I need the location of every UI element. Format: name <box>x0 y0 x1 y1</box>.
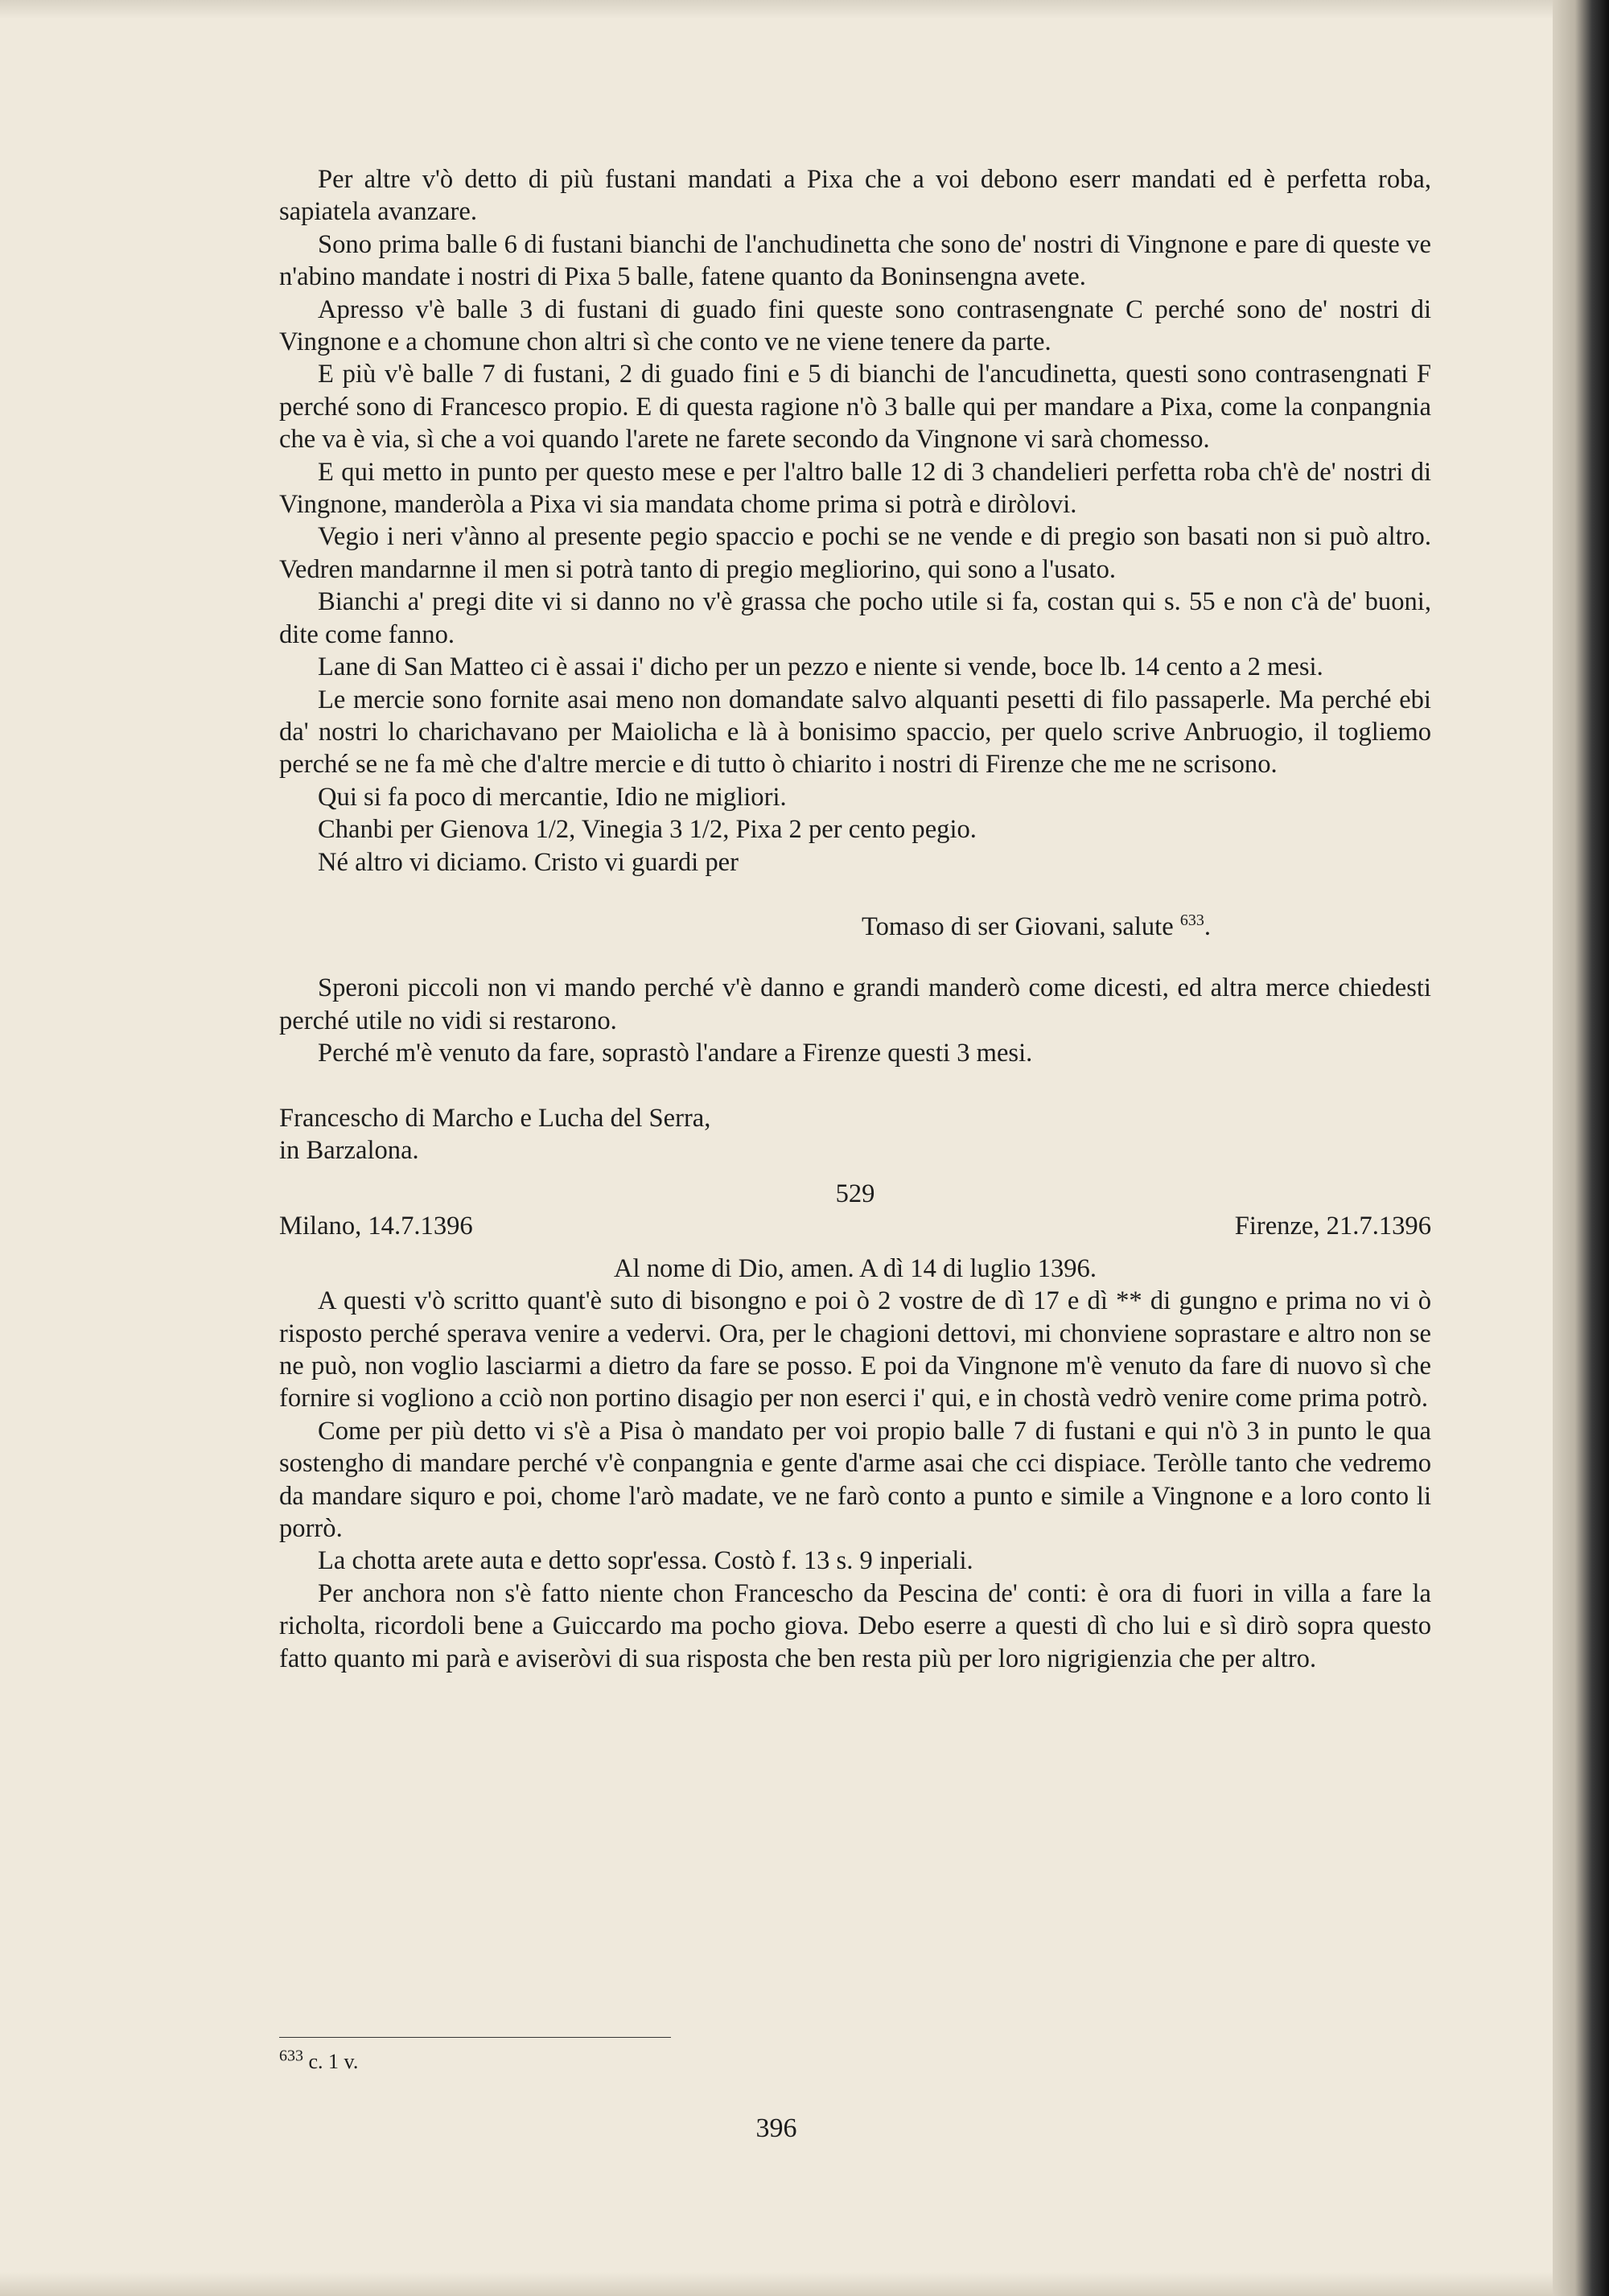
signature-text: Tomaso di ser Giovani, salute <box>862 911 1180 941</box>
footnote-rule <box>279 2037 671 2038</box>
page-number: 396 <box>755 2113 797 2143</box>
page-shadow-bottom <box>0 2272 1553 2296</box>
letter-dates <box>279 1210 1431 1242</box>
signature <box>279 911 1211 943</box>
footnote-text: c. 1 v. <box>303 2050 359 2073</box>
paragraph: E più v'è balle 7 di fustani, 2 di guado fini e 5 di bianchi de l'ancudinetta, questi sono contrasengnati F perché sono di Francesco propio. E di questa ragione n'ò 3 balle qui per mandare a Pixa, come la conpangnia che va è via, sì che a voi quando l'arete ne farete secondo da Vingnone vi sarà chomesso. <box>279 360 1431 455</box>
footnote-number: 633 <box>279 2047 303 2065</box>
paragraph: La chotta arete auta e detto sopr'essa. Costò f. 13 s. 9 inperiali. <box>318 1546 973 1576</box>
letter-salutation: Al nome di Dio, amen. A dì 14 di luglio 1396. <box>614 1253 1097 1283</box>
paragraph: Lane di San Matteo ci è assai i' dicho per un pezzo e niente si vende, boce lb. 14 cento a 2 mesi. <box>318 652 1323 682</box>
paragraph: Chanbi per Gienova 1/2, Vinegia 3 1/2, Pixa 2 per cento pegio. <box>318 815 977 845</box>
paragraph: Vegio i neri v'ànno al presente pegio spaccio e pochi se ne vende e di pregio son basati non si può altro. Vedren mandarnne il men si potrà tanto di pregio megliorino, qui sono a l'usato. <box>279 522 1431 584</box>
paragraph: Né altro vi diciamo. Cristo vi guardi per <box>318 847 739 877</box>
paragraph: A questi v'ò scritto quant'è suto di bisongno e poi ò 2 vostre de dì 17 e dì ** di gungno e prima no vi ò risposto perché sperava venire a vedervi. Ora, per le chagioni dettovi, mi chonviene soprastare e altro non se ne può, non voglio lasciarmi a dietro da fare se posso. E poi da Vingnone m'è venuto da fare di nuovo sì che fornire si vogliono a cciò non portino disagio per non eserci i' qui, e in chostà vedrò venire come prima potrò. <box>279 1286 1431 1413</box>
page-shadow-top <box>0 0 1553 19</box>
address-line: Francescho di Marcho e Lucha del Serra, <box>279 1103 711 1133</box>
paragraph: Le mercie sono fornite asai meno non domandate salvo alquanti pesetti di filo passaperle. Ma perché ebi da' nostri lo charichavano per Maiolicha e là à bonisimo spaccio, per quelo scrive Anbruogio, il togliemo perché se ne fa mè che d'altre mercie e di tutto ò chiarito i nostri di Firenze che me ne scrisono. <box>279 685 1431 780</box>
paragraph: Bianchi a' pregi dite vi si danno no v'è grassa che pocho utile si fa, costan qui s. 55 e non c'à de' buoni, dite come fanno. <box>279 587 1431 649</box>
paragraph: Sono prima balle 6 di fustani bianchi de l'anchudinetta che sono de' nostri di Vingnone e pare di queste ve n'abino mandate i nostri di Pixa 5 balle, fatene quanto da Boninsengna avete. <box>279 229 1431 292</box>
spacer <box>279 943 1431 972</box>
letter-destination: Firenze, 21.7.1396 <box>1234 1212 1431 1241</box>
address-line: in Barzalona. <box>279 1135 419 1165</box>
paragraph: Per altre v'ò detto di più fustani mandati a Pixa che a voi debono eserr mandati ed è perfetta roba, sapiatela avanzare. <box>279 165 1431 227</box>
letter-528-body <box>279 163 1431 878</box>
paragraph: Apresso v'è balle 3 di fustani di guado fini queste sono contrasengnate C perché sono de' nostri di Vingnone e a chomune chon altri sì che conto ve ne viene tenere da parte. <box>279 294 1431 357</box>
main-text <box>279 163 1431 1675</box>
book-page-edge <box>1553 0 1609 2296</box>
footnote <box>279 2047 359 2074</box>
signature-end: . <box>1204 911 1211 941</box>
letter-origin: Milano, 14.7.1396 <box>279 1212 473 1241</box>
paragraph: Come per più detto vi s'è a Pisa ò mandato per voi propio balle 7 di fustani e qui n'ò 3 in punto le qua sostengho di mandare perché v'è conpangnia e gente d'arme asai che cci dispiace. Teròlle tanto che vedremo da mandare siquro e poi, chome l'arò madate, ve ne farò conto a punto e simile a Vingnone e a loro conto li porrò. <box>279 1416 1431 1544</box>
letter-number: 529 <box>835 1179 875 1209</box>
paragraph: Speroni piccoli non vi mando perché v'è danno e grandi manderò come dicesti, ed altra merce chiedesti perché utile no vidi si restarono. <box>279 973 1431 1035</box>
letter-529-body <box>279 1285 1431 1675</box>
paragraph: Perché m'è venuto da fare, soprastò l'andare a Firenze questi 3 mesi. <box>318 1039 1033 1068</box>
paragraph: E qui metto in punto per questo mese e per l'altro balle 12 di 3 chandelieri perfetta roba ch'è de' nostri di Vingnone, manderòla a Pixa vi sia mandata chome prima si potrà e diròlovi. <box>279 457 1431 520</box>
paragraph: Qui si fa poco di mercantie, Idio ne migliori. <box>318 782 787 812</box>
footnote-ref: 633 <box>1179 911 1204 930</box>
spacer <box>279 1070 1431 1102</box>
postscript <box>279 972 1431 1069</box>
paragraph: Per anchora non s'è fatto niente chon Francescho da Pescina de' conti: è ora di fuori in villa a fare la richolta, ricordoli bene a Guiccardo ma pocho giova. Debo eserre a questi dì cho lui e sì dirò sopra questo fatto quanto mi parà e aviseròvi di sua risposta che ben resta più per loro nigrigienzia che per altro. <box>279 1578 1431 1673</box>
address-block <box>279 1102 1431 1167</box>
